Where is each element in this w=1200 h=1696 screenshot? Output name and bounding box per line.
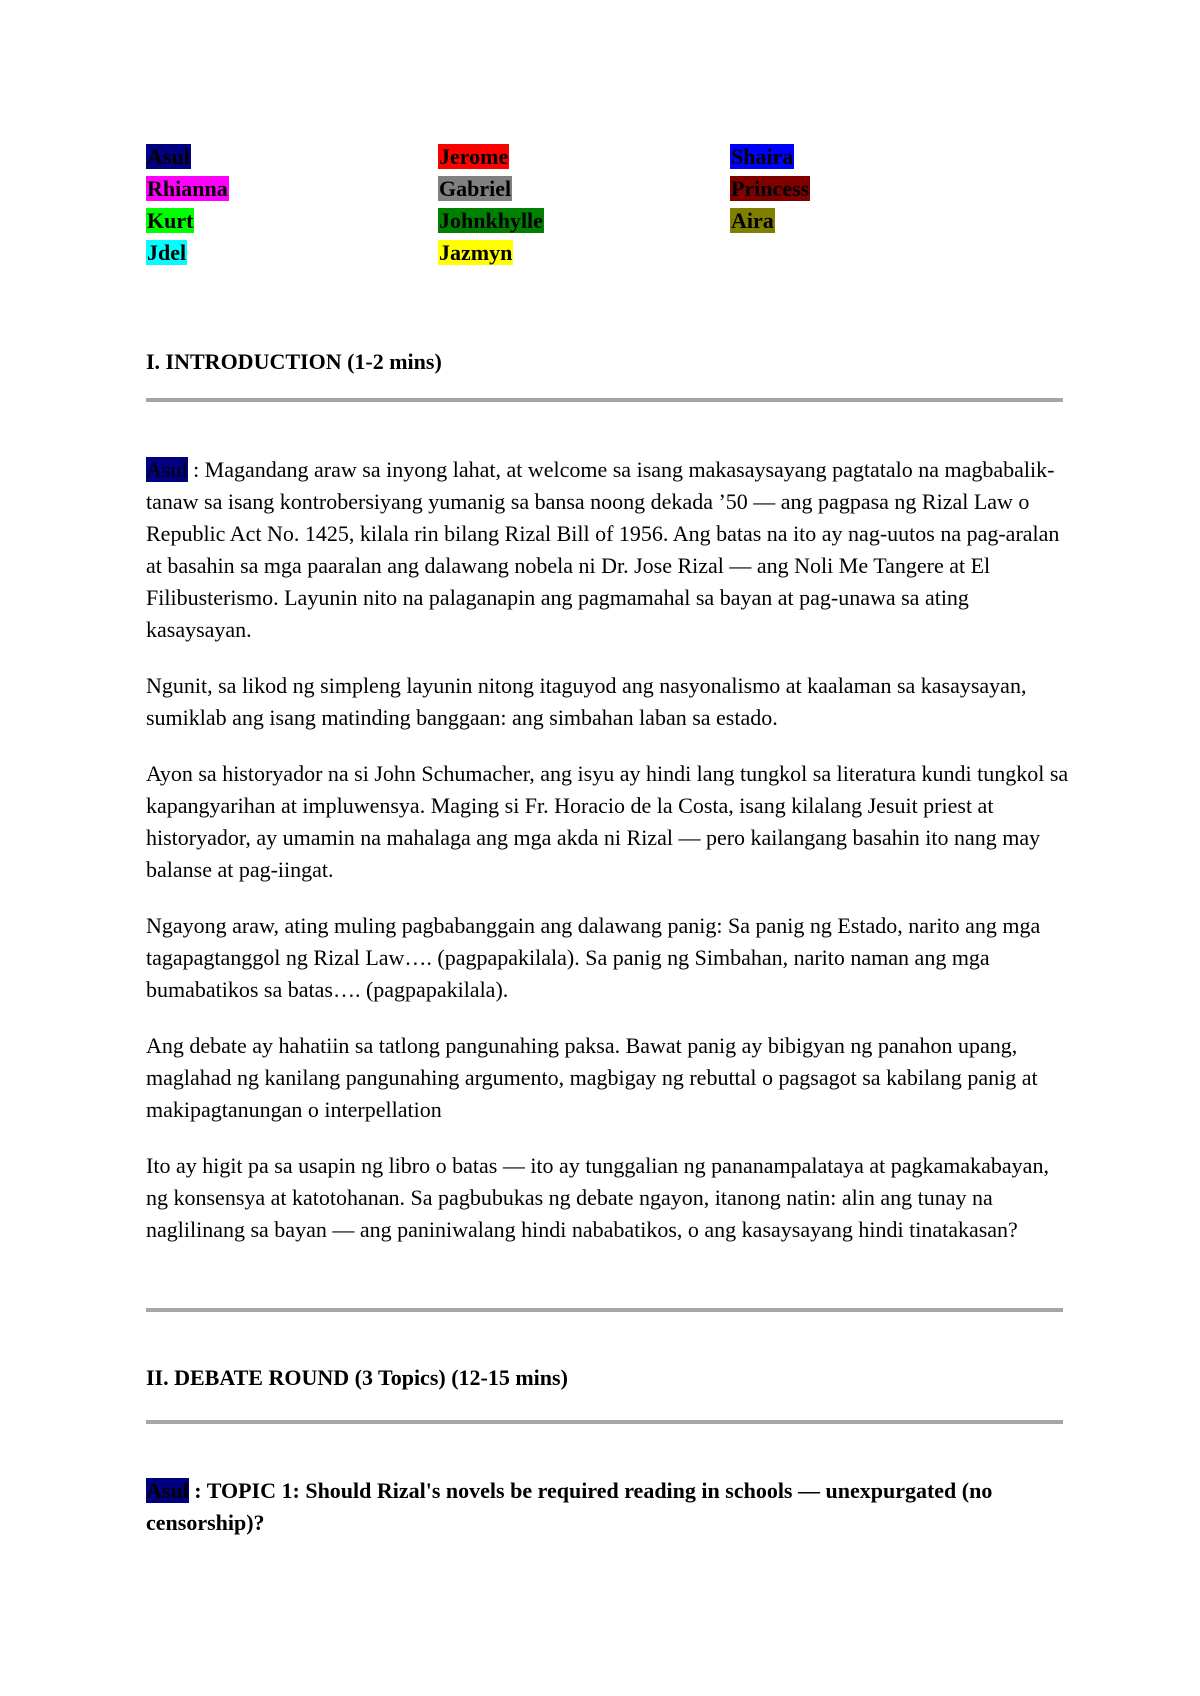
cast-name-highlight: Jazmyn bbox=[439, 240, 513, 265]
paragraph: Ngunit, sa likod ng simpleng layunin nitong itaguyod ang nasyonalismo at kaalaman sa kasaysayan, sumiklab ang isang matinding banggaan: ang simbahan laban sa estado. bbox=[146, 673, 1027, 730]
speaker-tag: Asul bbox=[146, 1478, 189, 1503]
speaker-tag: Asul bbox=[146, 457, 188, 482]
paragraph: Ngayong araw, ating muling pagbabanggain ang dalawang panig: Sa panig ng Estado, narito ang mga tagapagtanggol ng Rizal Law…. (pagpapakilala). Sa panig ng Simbahan, narito naman ang mga bumabatikos sa batas…. (pagpapakilala). bbox=[146, 913, 1041, 1002]
cast-name-highlight: Johnkhylle bbox=[439, 208, 543, 233]
paragraph: Ito ay higit pa sa usapin ng libro o batas — ito ay tunggalian ng pananampalataya at pagkamakabayan, ng konsensya at katotohanan. Sa pagbubukas ng debate ngayon, itanong natin: alin ang tunay na naglilinang sa bayan — ang paniniwalang hindi nababatikos, o ang kasaysayang hindi tinatakasan? bbox=[146, 1153, 1049, 1242]
cast-name-highlight: Rhianna bbox=[147, 176, 228, 201]
horizontal-rule bbox=[146, 1420, 1063, 1424]
section-heading-introduction: I. INTRODUCTION (1-2 mins) bbox=[146, 349, 442, 374]
cast-member bbox=[146, 143, 438, 170]
cast-member bbox=[146, 207, 438, 234]
topic-1 bbox=[146, 1475, 1076, 1539]
paragraph: Ayon sa historyador na si John Schumacher, ang isyu ay hindi lang tungkol sa literatura kundi tungkol sa kapangyarihan at impluwensya. Maging si Fr. Horacio de la Costa, isang kilalang Jesuit priest at historyador, ay umamin na mahalaga ang mga akda ni Rizal — pero kailangang basahin ito nang may balanse at pag-iingat. bbox=[146, 761, 1069, 882]
cast-member bbox=[438, 239, 730, 266]
cast-member bbox=[730, 143, 1022, 170]
cast-name-highlight: Gabriel bbox=[439, 176, 512, 201]
cast-member bbox=[146, 239, 438, 266]
horizontal-rule bbox=[146, 1308, 1063, 1312]
cast-member bbox=[146, 175, 438, 202]
cast-member bbox=[438, 175, 730, 202]
cast-list bbox=[146, 143, 1022, 266]
topic-text: : TOPIC 1: Should Rizal's novels be required reading in schools — unexpurgated (no censorship)? bbox=[146, 1478, 993, 1535]
cast-member bbox=[730, 175, 1022, 202]
cast-name-highlight: Princess bbox=[731, 176, 810, 201]
paragraph-text: : Magandang araw sa inyong lahat, at welcome sa isang makasaysayang pagtatalo na magbabalik-tanaw sa isang kontrobersiyang yumanig sa bansa noong dekada ’50 — ang pagpasa ng Rizal Law o Republic Act No. 1425, kilala rin bilang Rizal Bill of 1956. Ang batas na ito ay nag-uutos na pag-aralan at basahin sa mga paaralan ang dalawang nobela ni Dr. Jose Rizal — ang Noli Me Tangere at El Filibusterismo. Layunin nito na palaganapin ang pagmamahal sa bayan at pag-unawa sa ating kasaysayan. bbox=[146, 457, 1060, 642]
cast-name-highlight: Jerome bbox=[439, 144, 509, 169]
cast-member bbox=[730, 207, 1022, 234]
horizontal-rule bbox=[146, 398, 1063, 402]
section-heading-debate-round: II. DEBATE ROUND (3 Topics) (12-15 mins) bbox=[146, 1365, 568, 1390]
introduction-body bbox=[146, 454, 1076, 1270]
cast-name-highlight: Aira bbox=[731, 208, 774, 233]
cast-name-highlight: Kurt bbox=[147, 208, 194, 233]
cast-name-highlight: Asul bbox=[147, 144, 190, 169]
paragraph bbox=[146, 454, 1076, 646]
paragraph: Ang debate ay hahatiin sa tatlong pangunahing paksa. Bawat panig ay bibigyan ng panahon upang, maglahad ng kanilang pangunahing argumento, magbigay ng rebuttal o pagsagot sa kabilang panig at makipagtanungan o interpellation bbox=[146, 1033, 1038, 1122]
cast-name-highlight: Jdel bbox=[147, 240, 187, 265]
cast-name-highlight: Shaira bbox=[731, 144, 794, 169]
cast-member bbox=[438, 143, 730, 170]
cast-member bbox=[438, 207, 730, 234]
